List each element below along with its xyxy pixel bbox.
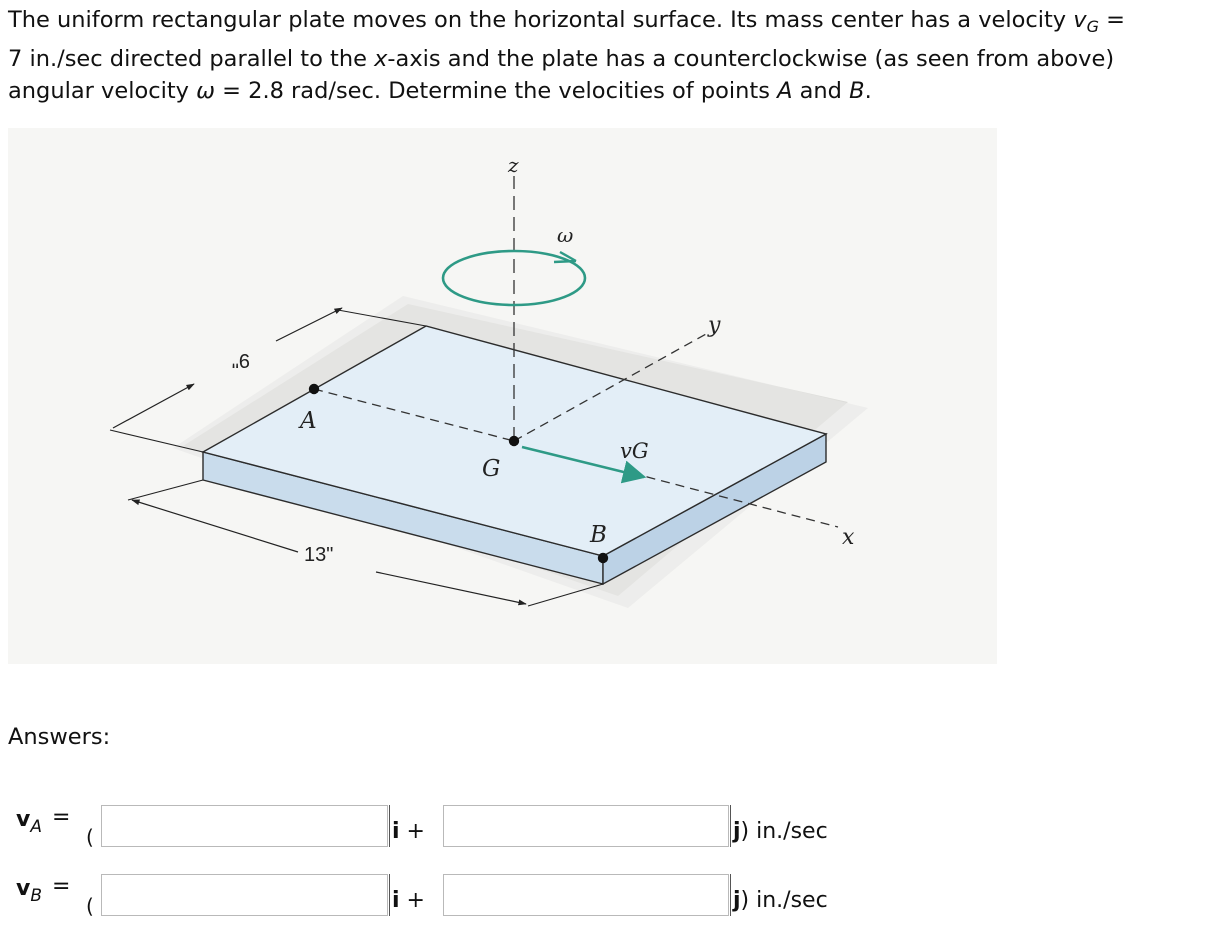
problem-text-3a: angular velocity bbox=[8, 78, 197, 104]
problem-statement bbox=[8, 4, 1213, 107]
label-b: B bbox=[590, 522, 607, 548]
va-close: ) in./sec bbox=[740, 819, 828, 844]
va-vec: v bbox=[16, 807, 31, 832]
va-label bbox=[16, 807, 42, 837]
point-g-dot bbox=[509, 436, 519, 446]
label-y: y bbox=[708, 313, 721, 338]
vb-plus: + bbox=[399, 888, 425, 913]
vb-sub: B bbox=[30, 886, 43, 906]
label-dim-9: 9" bbox=[231, 349, 250, 371]
label-omega: ω bbox=[557, 223, 574, 247]
label-a: A bbox=[300, 408, 317, 434]
va-j-symbol: j bbox=[733, 819, 741, 844]
problem-text-1: The uniform rectangular plate moves on the horizontal surface. Its mass center has a velocity bbox=[8, 7, 1074, 33]
vb-j-symbol: j bbox=[733, 888, 741, 913]
va-j-divider bbox=[730, 805, 731, 847]
va-j-unit bbox=[733, 819, 828, 844]
problem-text-1-end: = bbox=[1099, 7, 1126, 33]
vb-label bbox=[16, 876, 42, 906]
va-i-unit bbox=[392, 819, 425, 844]
vb-i-divider bbox=[389, 874, 390, 916]
problem-text-period: . bbox=[864, 78, 872, 104]
answers-heading: Answers: bbox=[8, 724, 111, 750]
point-a-dot bbox=[309, 384, 319, 394]
problem-text-2a: 7 in./sec directed parallel to the bbox=[8, 46, 375, 72]
point-a-symbol: A bbox=[777, 78, 793, 104]
vb-j-unit bbox=[733, 888, 828, 913]
vb-i-input[interactable] bbox=[101, 874, 388, 916]
problem-text-2b: -axis and the plate has a counterclockwise (as seen from above) bbox=[387, 46, 1115, 72]
vb-j-input[interactable] bbox=[443, 874, 729, 916]
label-dim-13: 13" bbox=[304, 544, 334, 566]
va-plus: + bbox=[399, 819, 425, 844]
vg-symbol: v bbox=[1073, 7, 1087, 33]
answer-row-vb bbox=[0, 874, 1218, 918]
vb-vec: v bbox=[16, 876, 31, 901]
omega-symbol: ω bbox=[196, 78, 215, 104]
vb-close: ) in./sec bbox=[740, 888, 828, 913]
va-i-input[interactable] bbox=[101, 805, 388, 847]
va-open-paren: ( bbox=[86, 825, 94, 849]
x-axis-symbol: x bbox=[374, 46, 388, 72]
vb-i-unit bbox=[392, 888, 425, 913]
vb-i-symbol: i bbox=[392, 888, 400, 913]
va-j-input[interactable] bbox=[443, 805, 729, 847]
answer-row-va bbox=[0, 805, 1218, 849]
label-x: x bbox=[842, 525, 855, 550]
plate-diagram bbox=[8, 128, 997, 664]
va-i-divider bbox=[389, 805, 390, 847]
point-b-symbol: B bbox=[849, 78, 865, 104]
va-i-symbol: i bbox=[392, 819, 400, 844]
label-g: G bbox=[482, 456, 501, 482]
vg-subscript: G bbox=[1086, 17, 1100, 36]
problem-text-3b: = 2.8 rad/sec. Determine the velocities of points bbox=[214, 78, 778, 104]
problem-text-and: and bbox=[792, 78, 850, 104]
point-b-dot bbox=[598, 553, 608, 563]
vb-equals: = bbox=[52, 874, 71, 899]
va-sub: A bbox=[30, 817, 42, 837]
label-z: z bbox=[508, 153, 519, 177]
vb-j-divider bbox=[730, 874, 731, 916]
va-equals: = bbox=[52, 805, 71, 830]
vb-open-paren: ( bbox=[86, 894, 94, 918]
label-vg: vG bbox=[620, 439, 649, 463]
plate-figure bbox=[8, 128, 997, 664]
